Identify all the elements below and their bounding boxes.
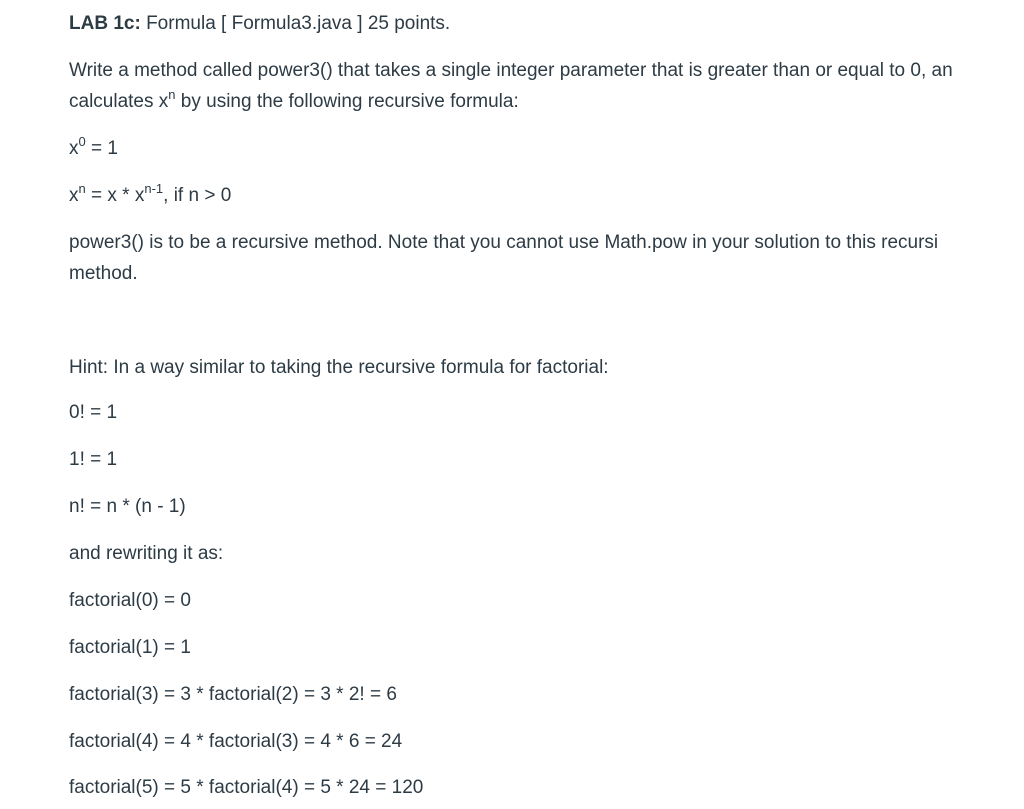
rewrite-text: and rewriting it as: xyxy=(69,543,224,564)
factorial-call-5: factorial(5) = 5 * factorial(4) = 5 * 24 = 120 xyxy=(69,777,424,798)
factorial-one: 1! = 1 xyxy=(69,449,118,470)
intro-line-2-post: by using the following recursive formula: xyxy=(175,91,519,112)
factorial-call-3: factorial(3) = 3 * factorial(2) = 3 * 2! = 6 xyxy=(69,684,397,705)
base-case-exponent: 0 xyxy=(78,134,86,149)
recursive-x: x xyxy=(69,185,79,206)
intro-exponent: n xyxy=(168,87,176,102)
factorial-n: n! = n * (n - 1) xyxy=(69,496,186,517)
factorial-call-4: factorial(4) = 4 * factorial(3) = 4 * 6 = 24 xyxy=(69,731,403,752)
recursive-exponent-n-minus-1: n-1 xyxy=(144,181,164,196)
intro-line-2-pre: calculates x xyxy=(69,91,169,112)
base-case-formula xyxy=(69,134,118,161)
base-case-x: x xyxy=(69,138,79,159)
intro-line-1: Write a method called power3() that takes a single integer parameter that is greater than or equal to 0, an xyxy=(69,60,953,81)
lab-title xyxy=(69,12,450,36)
lab-title-text: Formula [ Formula3.java ] 25 points. xyxy=(146,13,451,34)
recursive-product: = x * x xyxy=(85,185,145,206)
hint-text: Hint: In a way similar to taking the recursive formula for factorial: xyxy=(69,357,609,378)
factorial-zero: 0! = 1 xyxy=(69,402,118,423)
base-case-value: = 1 xyxy=(85,138,118,159)
recursive-exponent-n: n xyxy=(78,181,86,196)
intro-line-2 xyxy=(69,87,519,114)
factorial-call-1: factorial(1) = 1 xyxy=(69,637,191,658)
note-line-1: power3() is to be a recursive method. Note that you cannot use Math.pow in your solution to this recursi xyxy=(69,232,939,253)
recursive-case-formula xyxy=(69,181,232,208)
note-line-2: method. xyxy=(69,263,138,284)
factorial-call-0: factorial(0) = 0 xyxy=(69,590,191,611)
document-page xyxy=(69,0,1024,809)
recursive-condition: , if n > 0 xyxy=(163,185,232,206)
lab-label: LAB 1c: xyxy=(69,13,141,34)
